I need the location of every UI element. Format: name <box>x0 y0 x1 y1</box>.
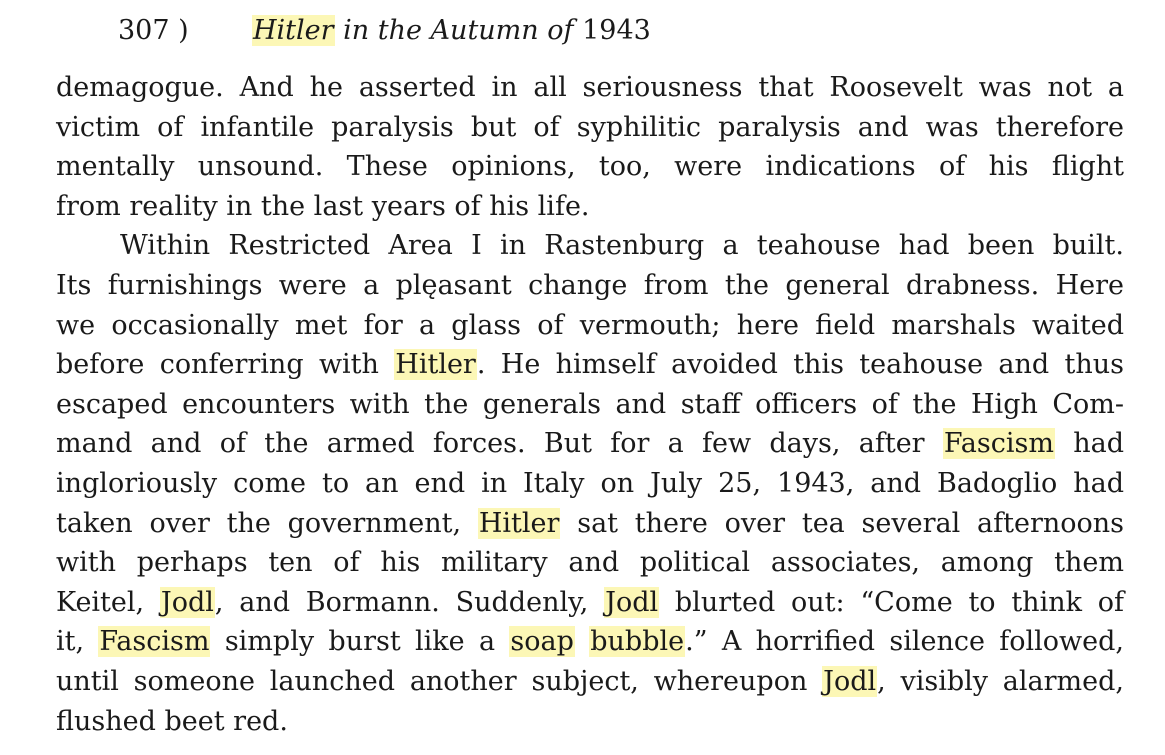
highlight[interactable]: Jodl <box>823 665 877 697</box>
text-line <box>56 226 1124 266</box>
text-run: we occasionally met for a glass of vermouth; here field marshals waited <box>56 309 1124 341</box>
text-line <box>56 306 1124 346</box>
text-run: ingloriously come to an end in Italy on July 25, 1943, and Badoglio had <box>56 467 1124 499</box>
text-line <box>56 108 1124 148</box>
chapter-title-text: in the Autumn of <box>334 14 583 46</box>
text-run: demagogue. And he asserted in all seriousness that Roosevelt was not a <box>56 72 1124 103</box>
text-line <box>56 424 1124 464</box>
text-run: Keitel, <box>56 586 160 618</box>
highlight[interactable]: Hitler <box>253 14 334 46</box>
text-run: with perhaps ten of his military and political associates, among them <box>56 547 1124 579</box>
highlight[interactable]: soap <box>510 626 574 658</box>
cutoff-next-line <box>120 740 1120 755</box>
text-run: from reality in the last years of his life. <box>56 190 590 222</box>
paragraph <box>56 226 1124 741</box>
text-line <box>56 622 1124 662</box>
text-run: mand and of the armed forces. But for a few days, after <box>56 428 943 460</box>
text-line <box>56 385 1124 425</box>
text-run: mentally unsound. These opinions, too, were indications of his flight <box>56 151 1124 183</box>
highlight[interactable]: bubble <box>590 626 685 658</box>
text-run: sat there over tea several afternoons <box>560 507 1124 539</box>
page-number: 307 ) <box>118 14 189 46</box>
text-line <box>56 187 1124 227</box>
highlight[interactable]: Fascism <box>943 428 1054 460</box>
text-run: , visibly alarmed, <box>877 665 1124 697</box>
text-run: flushed beet red. <box>56 705 288 737</box>
chapter-title <box>252 15 651 46</box>
text-line <box>56 583 1124 623</box>
text-run: , and Bormann. Suddenly, <box>214 586 605 618</box>
text-run: simply burst like a <box>210 626 510 658</box>
highlight[interactable]: Hitler <box>478 507 560 539</box>
text-line <box>56 702 1124 742</box>
text-run: victim of infantile paralysis but of syphilitic paralysis and was therefore <box>56 111 1124 143</box>
highlight[interactable]: Jodl <box>160 586 214 618</box>
text-run: until someone launched another subject, whereupon <box>56 665 823 697</box>
text-run: had <box>1054 428 1124 460</box>
text-run: escaped encounters with the generals and staff officers of the High Com- <box>56 388 1124 420</box>
highlight[interactable]: Hitler <box>395 349 476 381</box>
text-run: .” A horrified silence followed, <box>685 626 1125 658</box>
text-line <box>56 543 1124 583</box>
paragraph <box>56 68 1124 226</box>
text-line <box>56 345 1124 385</box>
text-run <box>575 626 589 657</box>
highlight[interactable]: Jodl <box>605 586 659 618</box>
text-run: before conferring with <box>56 349 395 381</box>
text-run: . He himself avoided this teahouse and thus <box>476 349 1124 381</box>
text-run: Its furnishings were a plęasant change from the general drabness. Here <box>56 269 1124 301</box>
body-text <box>56 68 1124 741</box>
text-line <box>56 662 1124 702</box>
text-run: Within Restricted Area I in Rastenburg a teahouse had been built. <box>120 230 1124 262</box>
text-line <box>56 147 1124 187</box>
text-line <box>56 266 1124 306</box>
text-line <box>56 464 1124 504</box>
text-line <box>56 68 1124 108</box>
running-head <box>118 8 651 52</box>
text-run: it, <box>56 626 99 658</box>
text-run: blurted out: “Come to think of <box>659 586 1124 618</box>
highlight[interactable]: Fascism <box>99 626 210 658</box>
text-run: taken over the government, <box>56 507 478 539</box>
text-line <box>56 504 1124 544</box>
chapter-title-year: 1943 <box>582 14 651 46</box>
